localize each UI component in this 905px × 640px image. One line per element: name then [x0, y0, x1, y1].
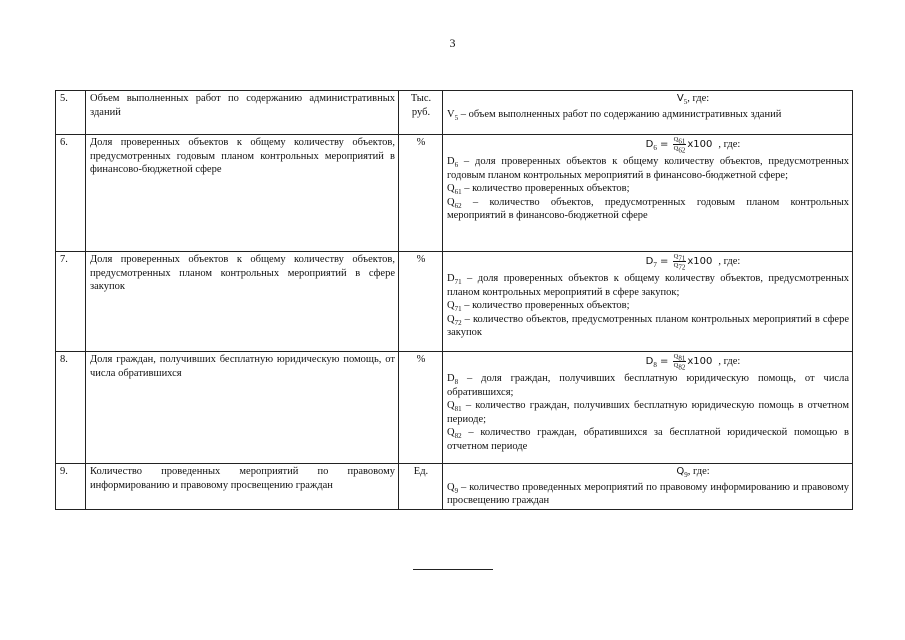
- formula-line: $D_8$ = $\frac{Q_{81}}{Q_{82}}$ x100 , где:: [645, 353, 741, 372]
- formula-tail: , где:: [687, 466, 710, 477]
- fraction: $\frac{Q_{71}}{Q_{72}}$: [673, 253, 686, 272]
- definition: $Q_{61}$ – количество проверенных объектов;: [447, 183, 630, 197]
- unit-cell: %: [399, 252, 443, 352]
- unit-cell: Тыс. руб.: [399, 91, 443, 135]
- indicator-name: Доля проверенных объектов к общему количеству объектов, предусмотренных годовым планом контрольных мероприятий в финансово-бюджетной сфере: [86, 135, 399, 252]
- unit-cell: Ед.: [399, 464, 443, 510]
- definition: $Q_{62}$ – количество объектов, предусмотренных годовым планом контрольных мероприятий в финансово-бюджетной сфере: [447, 196, 849, 221]
- definition: $V_5$ – объем выполненных работ по содержанию административных зданий: [447, 108, 782, 122]
- indicator-name: Объем выполненных работ по содержанию административных зданий: [86, 91, 399, 135]
- table-row: [56, 252, 853, 352]
- formula-subscript: 9: [684, 471, 688, 480]
- definition: $D_6$ – доля проверенных объектов к общему количеству объектов, предусмотренных годовым планом контрольных мероприятий в финансово-бюджетной сфере;: [447, 156, 849, 181]
- definition: $D_{71}$ – доля проверенных объектов к общему количеству объектов, предусмотренных планом контрольных мероприятий в сфере закупок;: [447, 273, 849, 298]
- table-row: [56, 135, 853, 252]
- formula-cell: [443, 464, 853, 510]
- indicator-name: Доля проверенных объектов к общему количеству объектов, предусмотренных планом контрольных мероприятий в сфере закупок: [86, 252, 399, 352]
- formula-line: [447, 465, 849, 479]
- indicators-table: [55, 90, 853, 510]
- unit-cell: %: [399, 135, 443, 252]
- footnote-divider: [413, 569, 493, 570]
- indicator-name: Количество проведенных мероприятий по правовому информированию и правовому просвещению граждан: [86, 464, 399, 510]
- row-number: 7.: [56, 252, 86, 352]
- formula-tail: , где:: [687, 93, 710, 104]
- fraction: $\frac{Q_{81}}{Q_{82}}$: [673, 353, 686, 372]
- formula-line: $D_7$ = $\frac{Q_{71}}{Q_{72}}$ x100 , где:: [645, 253, 741, 272]
- unit-cell: %: [399, 352, 443, 464]
- formula-line: $D_6$ = $\frac{Q_{61}}{Q_{62}}$ x100 , где:: [645, 136, 741, 155]
- definition: $Q_{82}$ – количество граждан, обратившихся за бесплатной юридической помощью в отчетном периоде: [447, 427, 849, 452]
- page-number: 3: [449, 36, 456, 50]
- table-row: [56, 352, 853, 464]
- formula-symbol: Q: [676, 466, 685, 477]
- row-number: 9.: [56, 464, 86, 510]
- table-row: [56, 464, 853, 510]
- indicator-name: Доля граждан, получивших бесплатную юридическую помощь, от числа обратившихся: [86, 352, 399, 464]
- row-number: 8.: [56, 352, 86, 464]
- definition: $Q_9$ – количество проведенных мероприятий по правовому информированию и правовому просвещению граждан: [447, 481, 849, 506]
- formula-subscript: 5: [683, 98, 688, 107]
- definition: $Q_{71}$ – количество проверенных объектов;: [447, 300, 630, 314]
- definition: $Q_{72}$ – количество объектов, предусмотренных планом контрольных мероприятий в сфере закупок: [447, 313, 849, 338]
- definition: $Q_{81}$ – количество граждан, получивших бесплатную юридическую помощь в отчетном периоде;: [447, 400, 849, 425]
- formula-cell: [443, 352, 853, 464]
- formula-symbol: V: [676, 93, 684, 104]
- fraction: $\frac{Q_{61}}{Q_{62}}$: [673, 136, 686, 155]
- formula-line: [447, 92, 849, 106]
- formula-cell: [443, 252, 853, 352]
- table-row: [56, 91, 853, 135]
- row-number: 6.: [56, 135, 86, 252]
- definition: $D_8$ – доля граждан, получивших бесплатную юридическую помощь, от числа обратившихся;: [447, 373, 849, 398]
- formula-cell: [443, 91, 853, 135]
- formula-cell: [443, 135, 853, 252]
- row-number: 5.: [56, 91, 86, 135]
